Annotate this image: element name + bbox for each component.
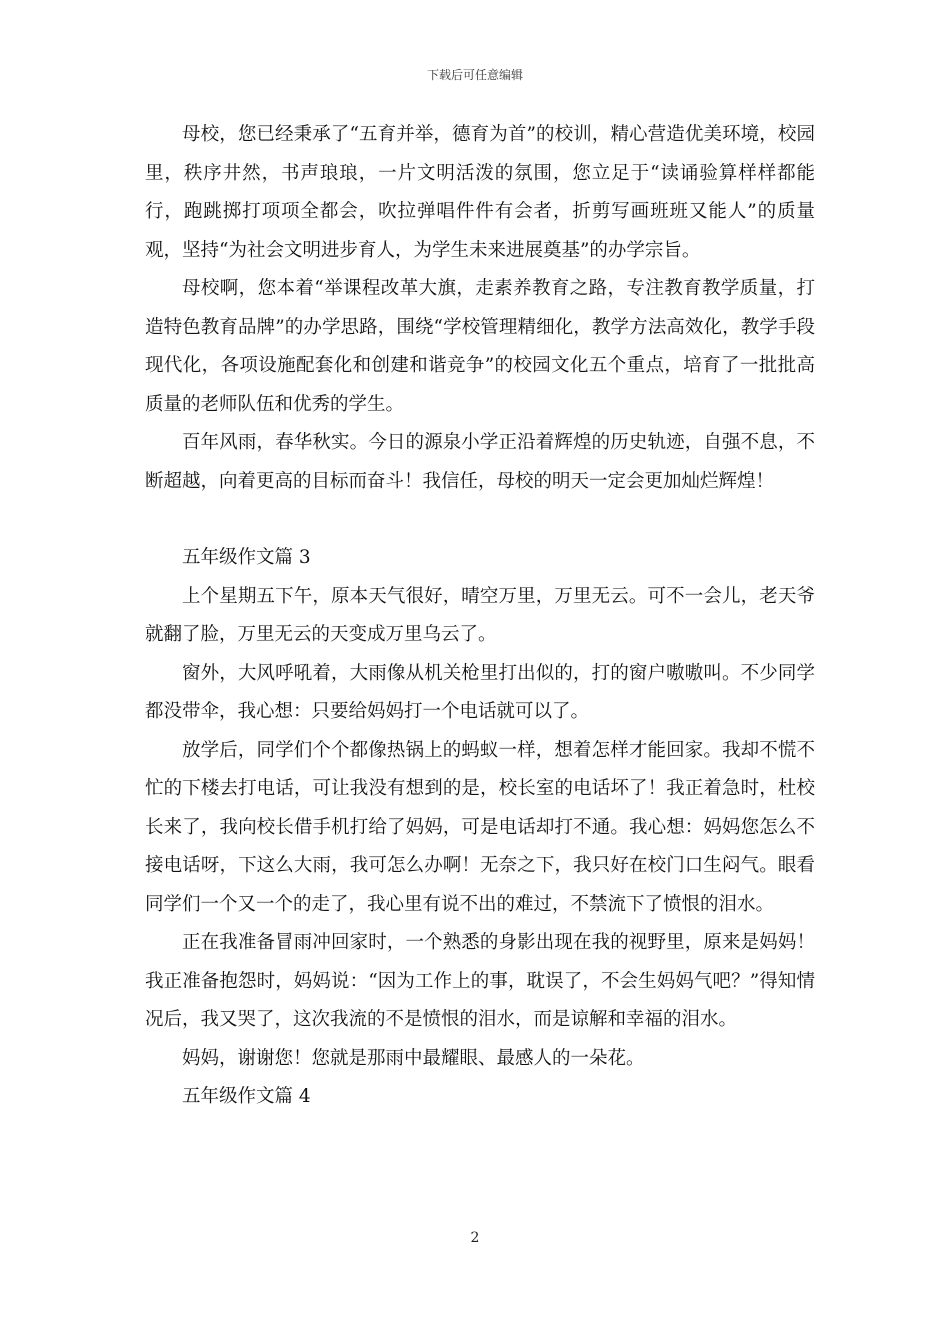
- paragraph: 母校，您已经秉承了“五育并举，德育为首”的校训，精心营造优美环境，校园里，秩序井然，书声琅琅，一片文明活泼的氛围，您立足于“读诵验算样样都能行，跑跳掷打项项全都会，吹拉弹唱件件有会者，折剪写画班班又能人”的质量观，坚持“为社会文明进步育人，为学生未来进展奠基”的办学宗旨。: [145, 124, 815, 261]
- section-heading: 五年级作文篇 4: [182, 1086, 311, 1107]
- section-spacer: [145, 501, 815, 539]
- paragraph: 正在我准备冒雨冲回家时，一个熟悉的身影出现在我的视野里，原来是妈妈！我正准备抱怨时，妈妈说：“因为工作上的事，耽误了，不会生妈妈气吧？”得知情况后，我又哭了，这次我流的不是愤恨的泪水，而是谅解和幸福的泪水。: [145, 932, 815, 1030]
- paragraph: 母校啊，您本着“举课程改革大旗，走素养教育之路，专注教育教学质量，打造特色教育品牌”的办学思路，围绕“学校管理精细化，教学方法高效化，教学手段现代化，各项设施配套化和创建和谐竞争”的校园文化五个重点，培育了一批批高质量的老师队伍和优秀的学生。: [145, 278, 815, 415]
- page-header: 下载后可任意编辑: [426, 68, 523, 82]
- document-body: [145, 116, 815, 1117]
- paragraph: 百年风雨，春华秋实。今日的源泉小学正沿着辉煌的历史轨迹，自强不息，不断超越，向着更高的目标而奋斗！我信任，母校的明天一定会更加灿烂辉煌！: [145, 432, 815, 492]
- paragraph: 妈妈，谢谢您！您就是那雨中最耀眼、最感人的一朵花。: [182, 1047, 645, 1069]
- paragraph: 放学后，同学们个个都像热锅上的蚂蚁一样，想着怎样才能回家。我却不慌不忙的下楼去打电话，可让我没有想到的是，校长室的电话坏了！我正着急时，杜校长来了，我向校长借手机打给了妈妈，可是电话却打不通。我心想：妈妈您怎么不接电话呀，下这么大雨，我可怎么办啊！无奈之下，我只好在校门口生闷气。眼看同学们一个又一个的走了，我心里有说不出的难过，不禁流下了愤恨的泪水。: [145, 739, 815, 915]
- page-number: 2: [470, 1230, 480, 1246]
- paragraph: 窗外，大风呼吼着，大雨像从机关枪里打出似的，打的窗户嗷嗷叫。不少同学都没带伞，我心想：只要给妈妈打一个电话就可以了。: [145, 662, 815, 722]
- section-heading: 五年级作文篇 3: [182, 547, 311, 568]
- paragraph: 上个星期五下午，原本天气很好，晴空万里，万里无云。可不一会儿，老天爷就翻了脸，万里无云的天变成万里乌云了。: [145, 585, 815, 645]
